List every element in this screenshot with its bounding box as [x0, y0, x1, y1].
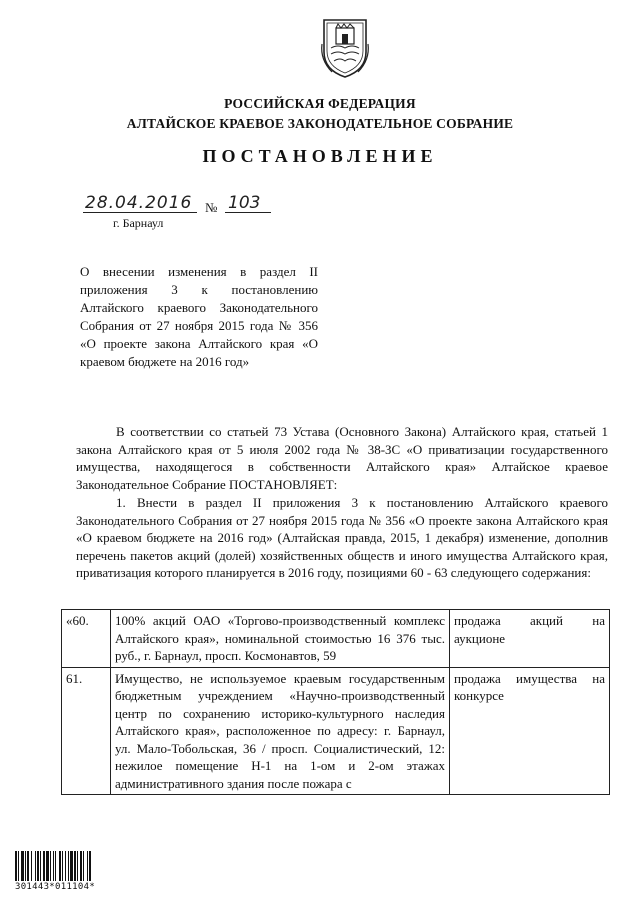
- row-description: 100% акций ОАО «Торгово-производственный комплекс Алтайского края», номинальной стоимостью 16 376 тыс. руб., г. Барнаул, просп. Космонавтов, 59: [111, 610, 450, 668]
- row-method: продажа акций на аукционе: [450, 610, 610, 668]
- barcode-bar: [89, 851, 91, 881]
- barcode-bar: [31, 851, 32, 881]
- barcode-bar: [37, 851, 39, 881]
- header-country: РОССИЙСКАЯ ФЕДЕРАЦИЯ: [224, 96, 416, 111]
- coat-of-arms-emblem: [318, 14, 372, 80]
- barcode-bar: [46, 851, 49, 881]
- table-row: [62, 667, 610, 795]
- barcode-bar: [68, 851, 69, 881]
- number-sign: №: [205, 200, 218, 215]
- document-date: 28.04.2016: [85, 193, 193, 213]
- document-subject: О внесении изменения в раздел II приложения 3 к постановлению Алтайского краевого Законодательного Собрания от 27 ноября 2015 года № 356 «О проекте закона Алтайского края «О краевом бюджете на 2016 год»: [80, 264, 318, 369]
- barcode-bar: [65, 851, 66, 881]
- document-city: г. Барнаул: [113, 216, 164, 230]
- barcode-bar: [77, 851, 78, 881]
- barcode-bar: [18, 851, 19, 881]
- barcode-bar: [83, 851, 84, 881]
- body-paragraph-2: 1. Внести в раздел II приложения 3 к постановлению Алтайского краевого Законодательного Собрания от 27 ноября 2015 года № 356 «О проекте закона Алтайского края «О краевом бюджете на 2016 год» (Алтайская правда, 2015, 1 декабря) изменение, дополнив перечень пакетов акций (долей) хозяйственных обществ и иного имущества Алтайского края, приватизация которого планируется в 2016 году, позициями 60 - 63 следующего содержания:: [76, 495, 608, 580]
- barcode-bar: [62, 851, 63, 881]
- barcode-bar: [21, 851, 24, 881]
- barcode-bar: [15, 851, 17, 881]
- barcode-bar: [25, 851, 26, 881]
- row-description: Имущество, не используемое краевым государственным бюджетным учреждением «Научно-производственный центр по сохранению историко-культурного наследия Алтайского края», расположенное по адресу: г. Барнаул, ул. Мало-Тобольская, 36 / просп. Социалистический, 12: нежилое помещение Н-1 на 1-ом и 2-ом этажах административного здания после пожара с: [111, 667, 450, 795]
- barcode-bar: [87, 851, 88, 881]
- body-paragraph-1: В соответствии со статьей 73 Устава (Основного Закона) Алтайского края, статьей 1 закона Алтайского края от 5 июля 2002 года № 38-ЗС «О приватизации государственного имущества, находящегося в собственности Алтайского края» Алтайское краевое Законодательное Собрание ПОСТАНОВЛЯЕТ:: [76, 424, 608, 492]
- barcode-bar: [55, 851, 56, 881]
- barcode-bar: [27, 851, 29, 881]
- document-title: ПОСТАНОВЛЕНИЕ: [202, 146, 438, 166]
- barcode-bar: [43, 851, 45, 881]
- row-number: «60.: [62, 610, 111, 668]
- row-number: 61.: [62, 667, 111, 795]
- positions-table: [61, 609, 610, 795]
- date-underline: [83, 212, 197, 213]
- barcode-bar: [50, 851, 51, 881]
- barcode-bar: [40, 851, 41, 881]
- header-assembly: АЛТАЙСКОЕ КРАЕВОЕ ЗАКОНОДАТЕЛЬНОЕ СОБРАНИЕ: [126, 116, 514, 131]
- barcode-bar: [70, 851, 73, 881]
- row-method: продажа имущества на конкурсе: [450, 667, 610, 795]
- barcode-bar: [59, 851, 61, 881]
- table-row: [62, 610, 610, 668]
- document-number: 103: [228, 193, 261, 213]
- number-underline: [225, 212, 271, 213]
- barcode-bar: [80, 851, 82, 881]
- barcode-image: [15, 851, 120, 881]
- barcode-bar: [53, 851, 54, 881]
- barcode-bar: [74, 851, 76, 881]
- barcode-number: 301443*011104*: [15, 882, 96, 892]
- barcode-bar: [35, 851, 36, 881]
